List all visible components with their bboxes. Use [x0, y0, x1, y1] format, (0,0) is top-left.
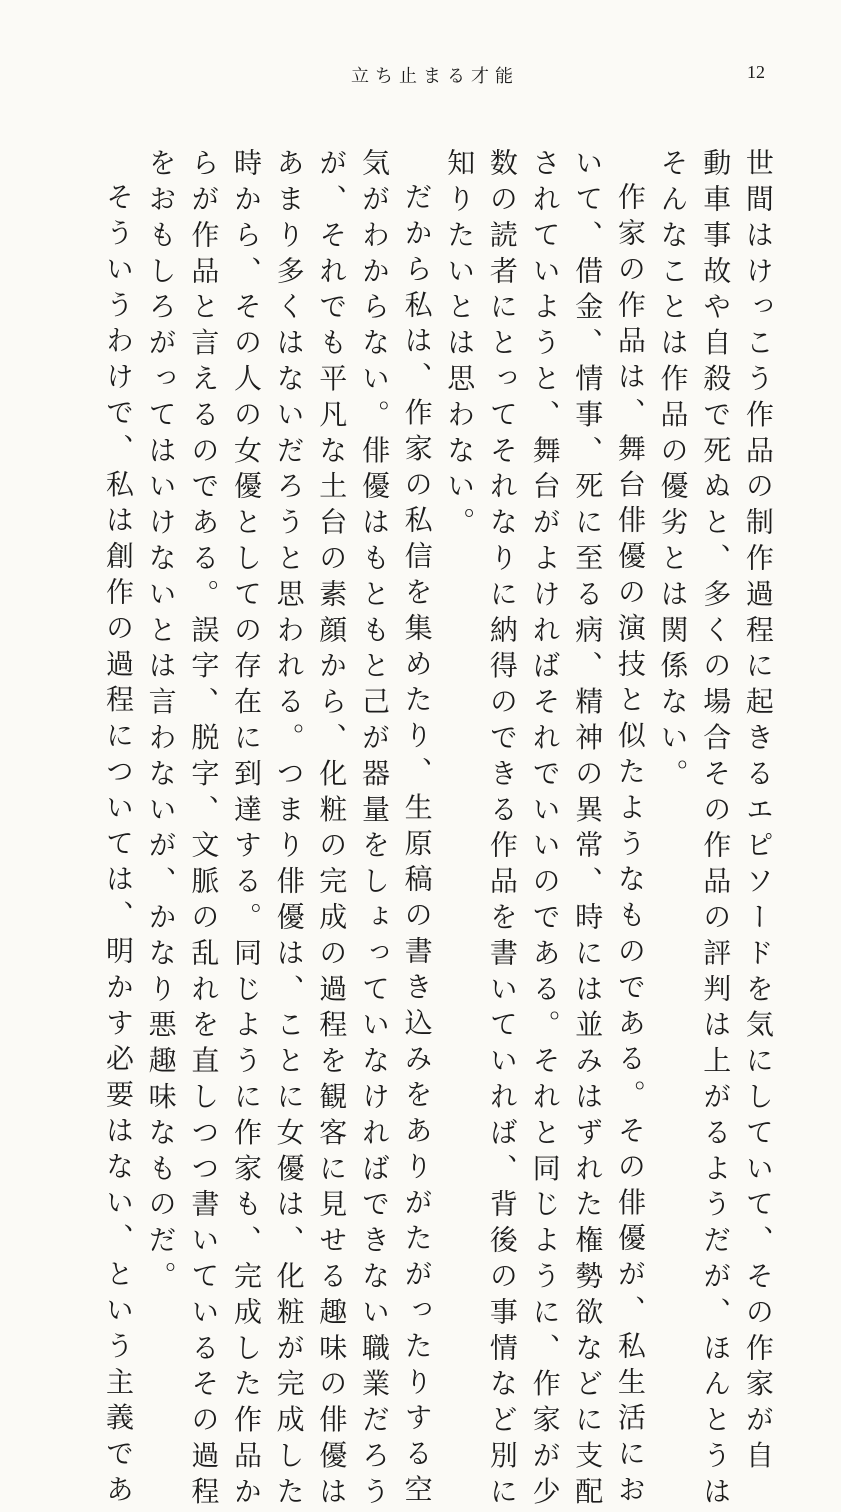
text-column: そんなことは作品の優劣とは関係ない。	[656, 148, 690, 795]
text-column: 気がわからない。俳優はもともと己が器量をしょっていなければできない職業だろう	[357, 148, 391, 1512]
text-column: 数の読者にとってそれなりに納得のできる作品を書いていれば、背後の事情など別に	[485, 148, 519, 1512]
text-column: そういうわけで、私は創作の過程については、明かす必要はない、という主義であ	[102, 182, 135, 1511]
text-column: らが作品と言えるのである。誤字、脱字、文脈の乱れを直しつつ書いているその過程	[187, 148, 221, 1512]
text-column: あまり多くはないだろうと思われる。つまり俳優は、ことに女優は、化粧が完成した	[272, 148, 306, 1512]
text-column: されていようと、舞台がよければそれでいいのである。それと同じように、作家が少	[528, 148, 562, 1512]
text-column: 動車事故や自殺で死ぬと、多くの場合その作品の評判は上がるようだが、ほんとうは	[699, 148, 733, 1512]
text-column: 作家の作品は、舞台俳優の演技と似たようなものである。その俳優が、私生活にお	[613, 182, 647, 1511]
text-column: だから私は、作家の私信を集めたり、生原稿の書き込みをありがたがったりする空	[400, 182, 434, 1511]
running-title: 立ち止まる才能	[351, 66, 519, 87]
text-column: 世間はけっこう作品の制作過程に起きるエピソードを気にしていて、その作家が自	[741, 148, 775, 1477]
text-column: 知りたいとは思わない。	[443, 148, 477, 543]
text-column: をおもしろがってはいけないとは言わないが、かなり悪趣味なものだ。	[144, 148, 178, 1297]
page-number: 12	[747, 62, 765, 82]
text-column: いて、借金、情事、死に至る病、精神の異常、時には並みはずれた権勢欲などに支配	[571, 148, 605, 1512]
vertical-text-body	[92, 148, 775, 1512]
text-column: が、それでも平凡な土台の素顔から、化粧の完成の過程を観客に見せる趣味の俳優は	[315, 148, 349, 1512]
text-column: 時から、その人の女優としての存在に到達する。同じように作家も、完成した作品か	[229, 148, 263, 1512]
